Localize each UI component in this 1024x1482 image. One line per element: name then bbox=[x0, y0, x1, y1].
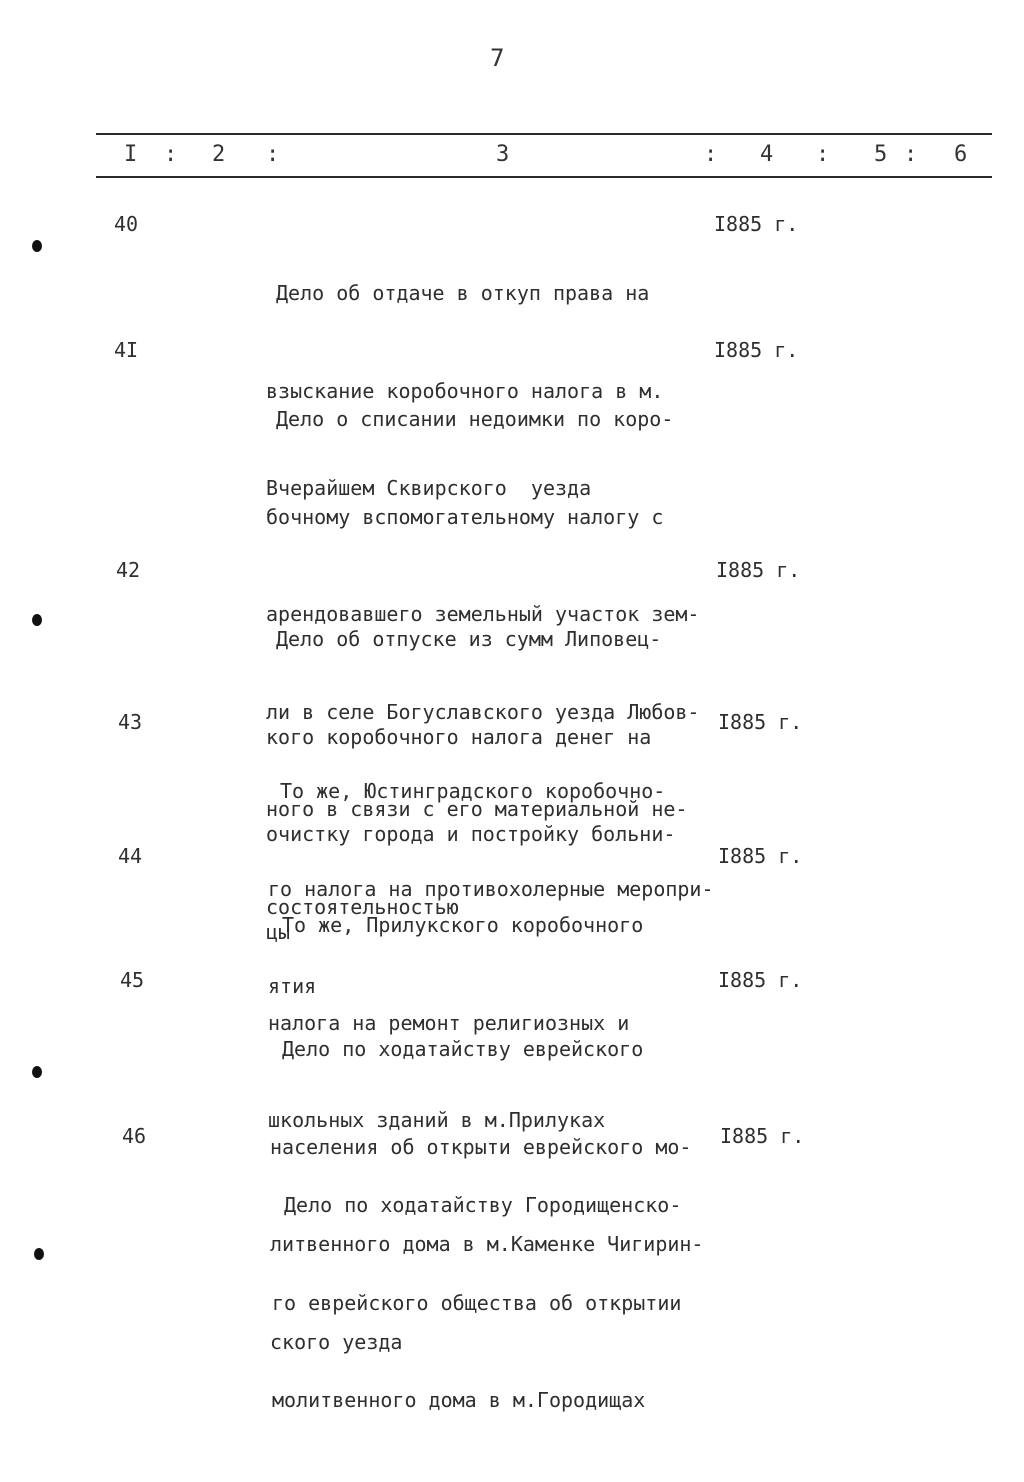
description-line: То же, Юстинградского коробочно- bbox=[280, 779, 666, 803]
entry-year: I885 г. bbox=[716, 558, 801, 582]
description-line: цы bbox=[266, 919, 291, 944]
column-separator: : bbox=[266, 142, 280, 167]
column-separator: : bbox=[164, 142, 178, 167]
entry-year: I885 г. bbox=[714, 338, 799, 362]
entry-number: 42 bbox=[116, 558, 141, 582]
entry-description bbox=[272, 1124, 681, 1482]
punch-hole-mark bbox=[32, 614, 42, 626]
entry-year: I885 г. bbox=[718, 968, 803, 992]
punch-hole-mark bbox=[34, 1248, 44, 1260]
description-line: налога на ремонт религиозных и bbox=[268, 1010, 630, 1035]
description-line: го налога на противохолерные меропри- bbox=[268, 876, 714, 901]
entry-number: 40 bbox=[114, 212, 139, 236]
description-line: взыскание коробочного налога в м. bbox=[266, 378, 664, 403]
description-line: арендовавшего земельный участок зем- bbox=[266, 602, 700, 626]
description-line: го еврейского общества об открытии bbox=[272, 1290, 682, 1315]
description-line: То же, Прилукского коробочного bbox=[282, 913, 644, 937]
description-line: состоятельностью bbox=[266, 894, 459, 919]
column-header-4: 4 bbox=[760, 142, 774, 167]
entry-year: I885 г. bbox=[714, 212, 799, 236]
description-line: Дело об отпуске из сумм Липовец- bbox=[276, 627, 662, 651]
column-separator: : bbox=[904, 142, 918, 167]
column-header-2: 2 bbox=[212, 142, 226, 167]
description-line: Вчерайшем Сквирского уезда bbox=[266, 476, 592, 500]
description-line: бочному вспомогательному налогу с bbox=[266, 504, 664, 529]
description-line: Дело о списании недоимки по коро- bbox=[276, 407, 674, 431]
description-line: Дело по ходатайству еврейского bbox=[282, 1037, 644, 1061]
description-line: литвенного дома в м.Каменке Чигирин- bbox=[270, 1232, 704, 1256]
description-line: кого коробочного налога денег на bbox=[266, 724, 652, 749]
entry-number: 4I bbox=[114, 338, 139, 362]
header-rule-bottom bbox=[96, 176, 992, 178]
entry-year: I885 г. bbox=[718, 844, 803, 868]
entry-number: 43 bbox=[118, 710, 143, 734]
entry-year: I885 г. bbox=[718, 710, 803, 734]
column-header-6: 6 bbox=[954, 142, 968, 167]
description-line: ятия bbox=[268, 974, 317, 998]
entry-number: 46 bbox=[122, 1124, 147, 1148]
description-line: ли в селе Богуславского уезда Любов- bbox=[266, 699, 700, 724]
entry-year: I885 г. bbox=[720, 1124, 805, 1148]
description-line: Дело по ходатайству Городищенско- bbox=[284, 1193, 682, 1217]
description-line: ного в связи с его материальной не- bbox=[266, 797, 688, 821]
punch-hole-mark bbox=[32, 1066, 42, 1078]
description-line: школьных зданий в м.Прилуках bbox=[268, 1108, 606, 1132]
description-line: молитвенного дома в м.Городищах bbox=[272, 1388, 646, 1412]
header-rule-top bbox=[96, 133, 992, 135]
column-header-3: 3 bbox=[496, 142, 510, 167]
column-separator: : bbox=[704, 142, 718, 167]
entry-number: 44 bbox=[118, 844, 143, 868]
description-line: населения об открыти еврейского мо- bbox=[270, 1134, 692, 1159]
column-header-1: I bbox=[124, 142, 138, 167]
page-number: 7 bbox=[490, 44, 505, 72]
description-line: Дело об отдаче в откуп права на bbox=[276, 281, 650, 305]
column-separator: : bbox=[816, 142, 830, 167]
description-line: ского уезда bbox=[270, 1329, 403, 1354]
description-line: очистку города и постройку больни- bbox=[266, 822, 676, 846]
punch-hole-mark bbox=[32, 240, 42, 252]
column-header-5: 5 bbox=[874, 142, 888, 167]
entry-number: 45 bbox=[120, 968, 145, 992]
